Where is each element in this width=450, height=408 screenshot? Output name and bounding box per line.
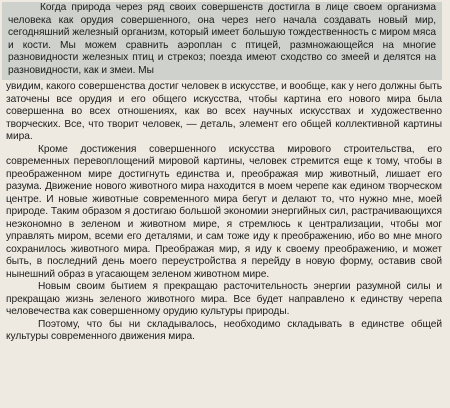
paragraph-2: увидим, какого совершенства достиг человек в искусстве, и вообще, как у него должны быть заточены все орудия и его общего искусства, чтобы картина его нового мира была совершенна во всех отношениях, как во всех научных искусствах и художественно творческих. Все, что творит человек, — деталь, элемент его общей коллективной картины мира.	[6, 81, 442, 142]
paragraph-4: Новым своим бытием я прекращаю расточительность энергии разумной силы и прекращаю жизнь зеленого животного мира. Все будет направлено к единству черепа человечества как совершенному орудию культуры природы.	[6, 281, 442, 317]
highlighted-text-block	[2, 2, 442, 80]
paragraph-3: Кроме достижения совершенного искусства мирового строительства, его современных перевоплощений мировой картины, человек стремится еще к тому, чтобы в преображенном мире достигнуть единства и, преображая мир животный, лишает его разума. Движение нового животного мира находится в моем черепе как едином творческом центре. И новые животные современного мира бегут и делают то, что нужно мне, моей природе. Таким образом я достигаю большой экономии энергийных сил, растрачивающихся неэкономно в зеленом и животном мире, я стремлюсь к централизации, чтобы мог управлять миром, всеми его деталями, и сам тоже иду к преображению, ибо во мне много сохранилось животного мира. Преображая мир, я иду к своему преображению, и может быть, в последний день моего переустройства я перейду в новую форму, оставив свой нынешний образ в угасающем зеленом животном мире.	[6, 143, 442, 280]
paragraph-1: Когда природа через ряд своих совершенств достигла в лице своем организма человека как орудия совершенного, она через него начала создавать новый мир, сегодняшний железный организм, который имеет большую тождественность с миром мяса и кости. Мы можем сравнить аэроплан с птицей, размножающейся на многие разновидности железных птиц и стрекоз; поезда имеют сходство со змеей и делятся на разновидности, как и змеи. Мы	[8, 2, 436, 76]
paragraph-5: Поэтому, что бы ни складывалось, необходимо складывать в единстве общей культуры современного движения мира.	[6, 318, 442, 342]
main-text-block	[2, 80, 442, 344]
